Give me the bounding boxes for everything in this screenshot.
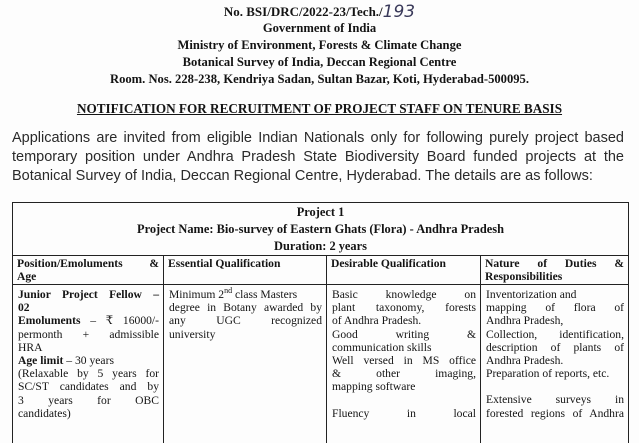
desirable-qualification-header: Desirable Qualification — [327, 255, 480, 285]
qualification-text: class Masters — [232, 288, 298, 301]
header-ministry: Ministry of Environment, Forests & Climate Change — [177, 38, 462, 52]
notification-title: NOTIFICATION FOR RECRUITMENT OF PROJECT STAFF ON TENURE BASIS — [76, 101, 563, 116]
position-count: 02 — [18, 301, 30, 315]
intro-line: Botanical Survey of India, Deccan Regional Centre, Hyderabad. The details are as follows: — [12, 168, 593, 184]
age-line: (Relaxable by 5 years for — [18, 367, 159, 381]
essential-qualification-header: Essential Qualification — [164, 255, 326, 285]
age-line: 3 years for OBC — [18, 393, 159, 407]
desirable-line: plant taxonomy, forests — [332, 301, 476, 315]
project-header — [13, 203, 628, 256]
project-number: Project 1 — [296, 205, 345, 219]
header-line: Age — [17, 270, 37, 284]
age-limit — [18, 354, 159, 367]
age-line: SC/ST candidates and by — [18, 380, 159, 394]
handwritten-number: 193 — [382, 2, 416, 22]
desirable-line: Well versed in MS office — [332, 354, 476, 368]
spacer — [486, 380, 624, 393]
spacer — [332, 394, 476, 407]
header-organisation: Botanical Survey of India, Deccan Regional Centre — [182, 55, 457, 69]
emoluments-line: HRA — [18, 340, 43, 354]
emoluments-label: Emoluments — [18, 314, 81, 328]
ordinal-suffix: nd — [224, 286, 233, 296]
qualification-text: Minimum 2 — [169, 288, 225, 301]
desirable-line: & other imaging, — [332, 367, 476, 381]
duties-line: Andhra Pradesh, — [486, 314, 564, 328]
intro-paragraph — [12, 129, 624, 186]
duties-column — [481, 255, 628, 443]
desirable-line: Good writing & — [332, 327, 476, 341]
header-government: Government of India — [262, 21, 377, 35]
header-line: Nature of Duties & — [485, 257, 624, 270]
desirable-line: Basic knowledge on — [332, 288, 476, 301]
emoluments-line: permonth + admissible — [18, 327, 159, 341]
desirable-line: mapping software — [332, 380, 416, 394]
duties-line: forested regions of Andhra — [486, 406, 624, 420]
desirable-line: of Andhra Pradesh. — [332, 314, 422, 328]
duties-line: Inventorization and — [486, 288, 577, 301]
intro-line: temporary position under Andhra Pradesh State Biodiversity Board funded projects at the — [12, 149, 624, 165]
desirable-line: Fluency in local — [332, 406, 476, 420]
reference-number-text: No. BSI/DRC/2022-23/Tech./ — [223, 4, 383, 19]
position-column-header — [13, 255, 163, 285]
desirable-qualification-details — [327, 286, 480, 420]
duties-line: Preparation of reports, etc. — [486, 367, 610, 381]
header-line: Position/Emoluments & — [17, 257, 159, 270]
age-value: – 30 years — [63, 354, 114, 368]
essential-qualification-column — [164, 255, 327, 443]
intro-line: Applications are invited from eligible Indian Nationals only for following purely project based — [12, 130, 624, 146]
duties-line: Andhra Pradesh. — [486, 354, 564, 368]
duties-line: Extensive surveys in — [486, 393, 624, 407]
duties-column-header — [481, 255, 628, 285]
desirable-line: communication skills — [332, 340, 432, 354]
emoluments — [18, 314, 159, 327]
header-address: Room. Nos. 228-238, Kendriya Sadan, Sultan Bazar, Koti, Hyderabad-500095. — [109, 72, 529, 86]
duties-line: mapping of flora of — [486, 301, 624, 315]
project-name: Project Name: Bio-survey of Eastern Ghats (Flora) - Andhra Pradesh — [137, 222, 504, 236]
project-table — [12, 202, 629, 443]
qualification-line: any UGC recognized — [169, 314, 322, 328]
essential-qualification-details — [164, 286, 326, 341]
position-title: Junior Project Fellow – — [18, 288, 159, 301]
age-label: Age limit — [18, 354, 64, 368]
qualification-line: university — [169, 327, 216, 341]
header-line: Responsibilities — [485, 270, 563, 284]
duties-line: description of plants of — [486, 340, 624, 354]
duties-details — [481, 286, 628, 420]
project-duration: Duration: 2 years — [274, 239, 367, 253]
reference-number — [0, 3, 639, 20]
emoluments-value: – ₹ 16000/- — [80, 314, 159, 328]
qualification-line: degree in Botany awarded by — [169, 301, 322, 315]
qualification-line — [169, 288, 322, 301]
age-line: candidates) — [18, 406, 71, 420]
position-details — [13, 286, 163, 420]
position-column — [13, 255, 164, 443]
duties-line: Collection, identification, — [486, 327, 624, 341]
desirable-qualification-column — [327, 255, 481, 443]
